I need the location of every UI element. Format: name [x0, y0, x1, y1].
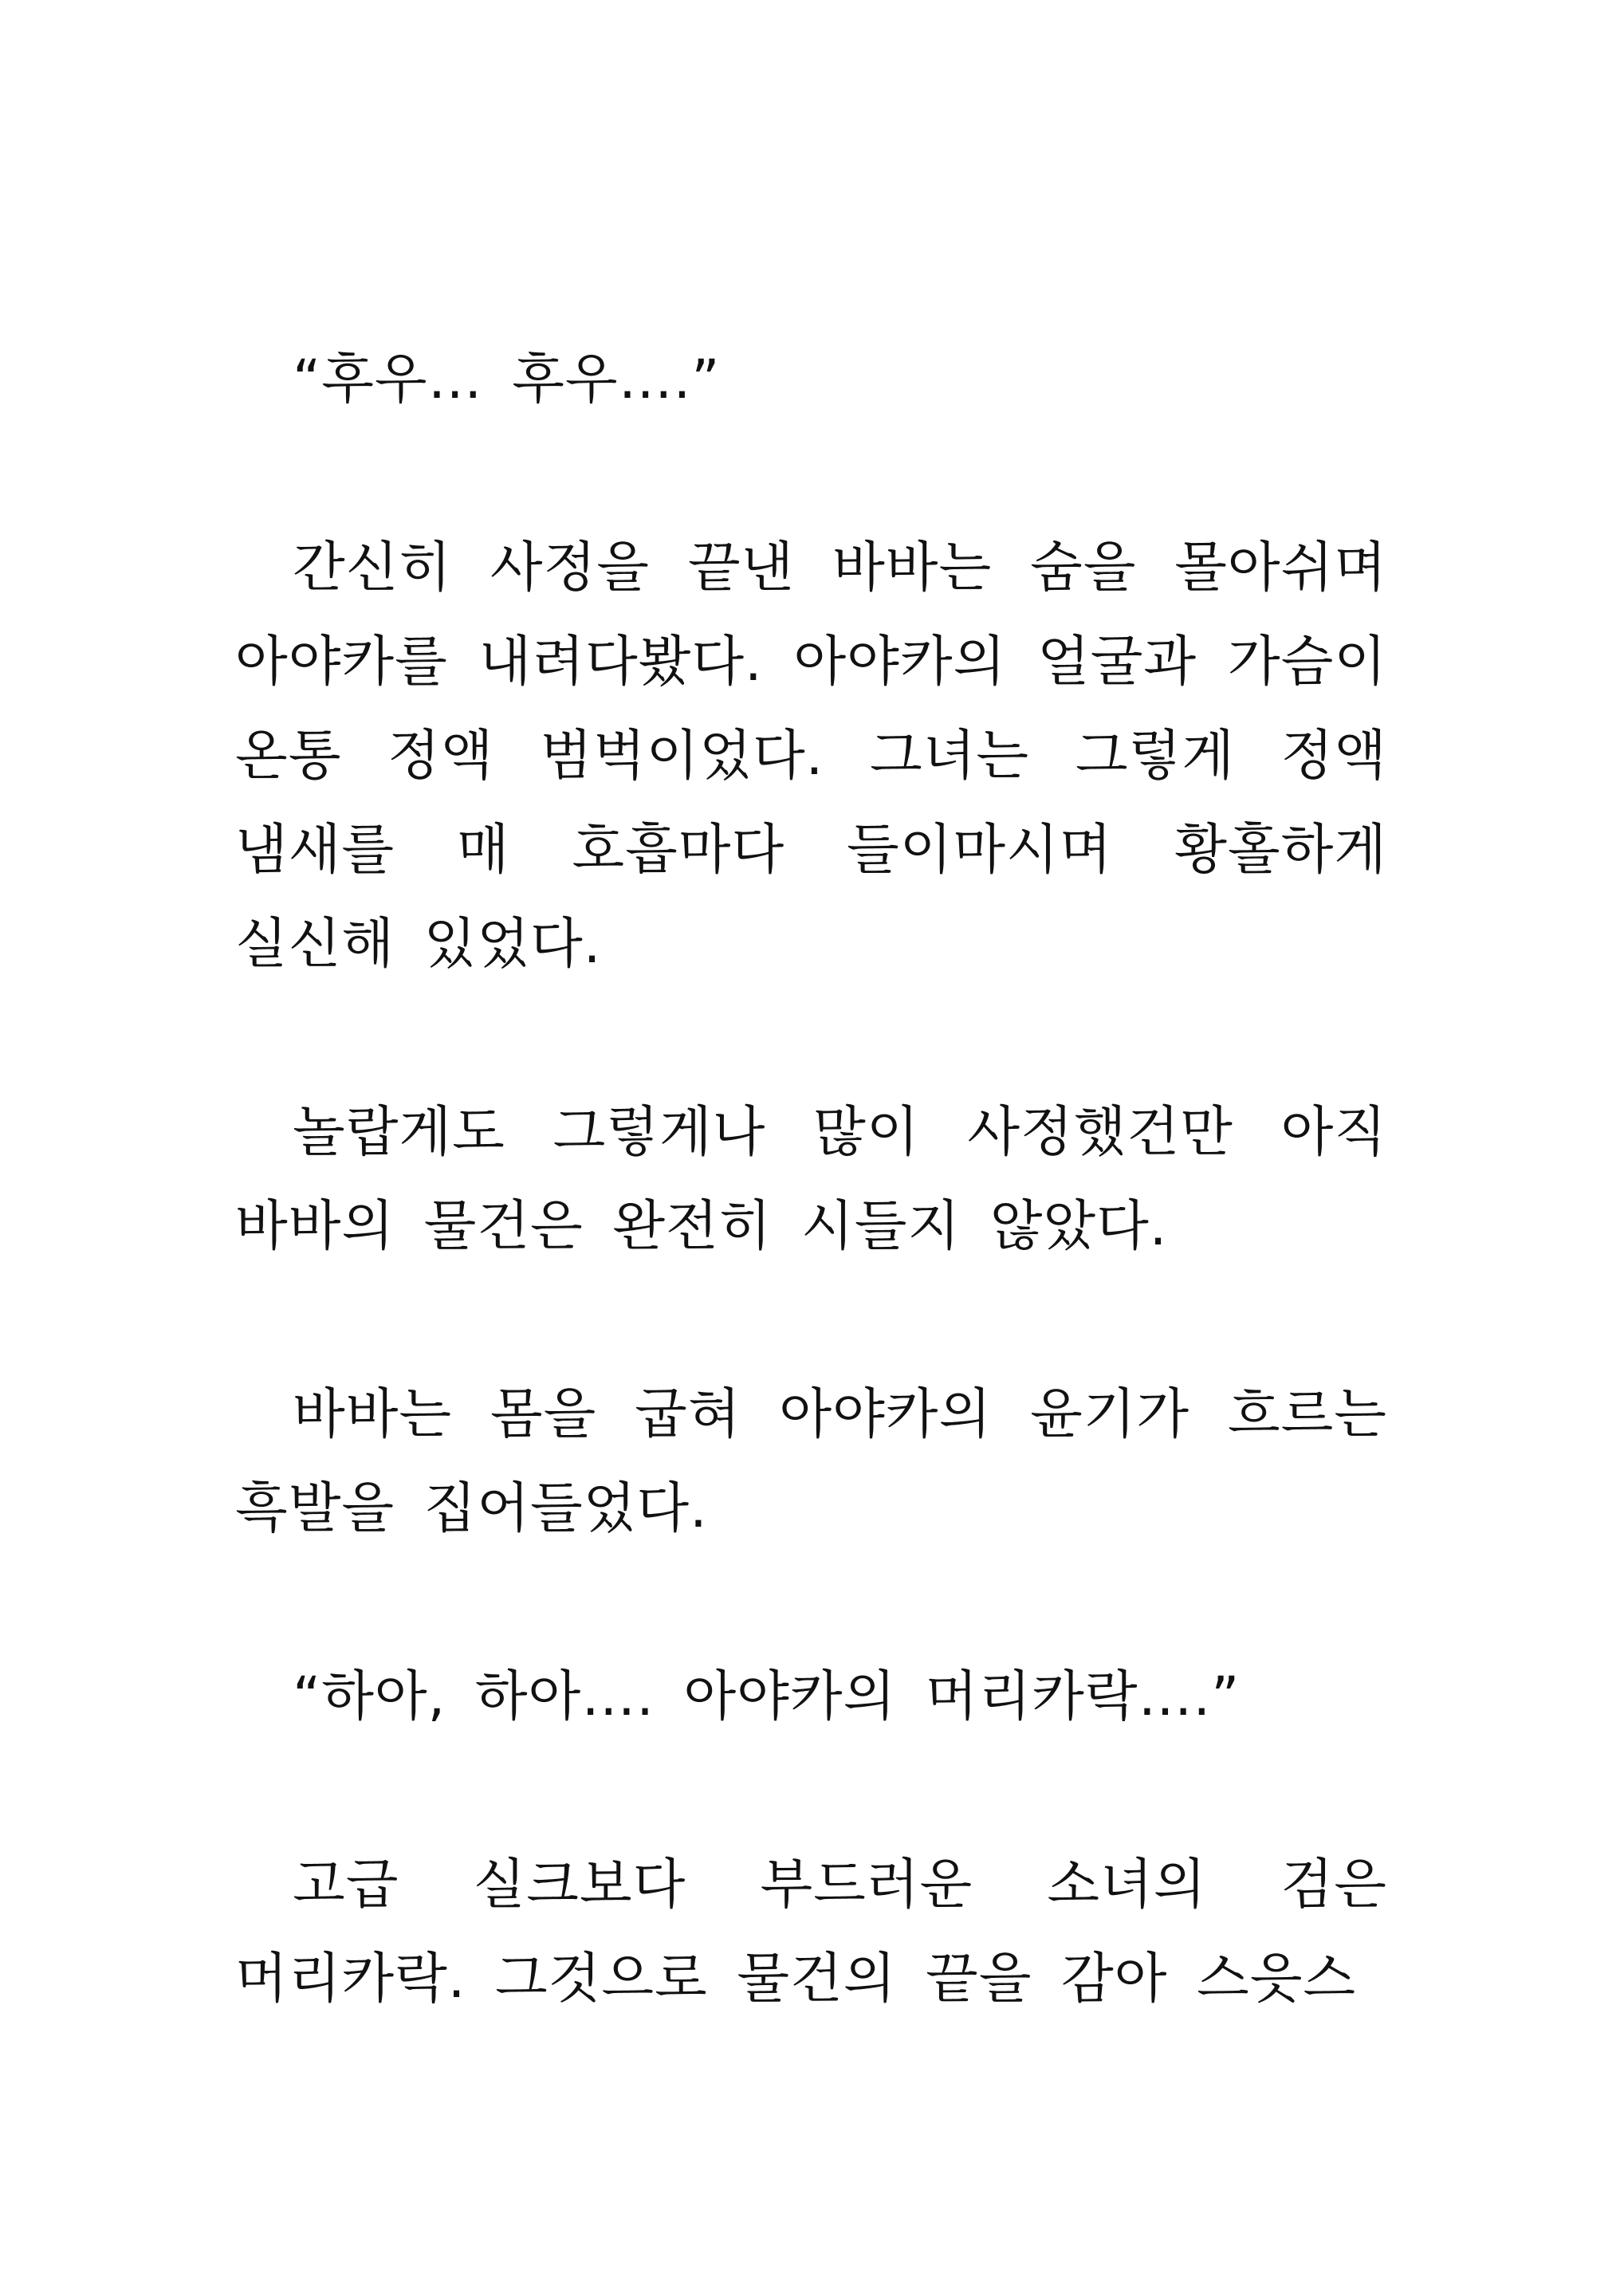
paragraph-2: 간신히 사정을 끝낸 바바는 숨을 몰아쉬며 아야카를 내려다봤다. 아야카의 얼굴과 가슴이 온통 정액 범벅이었다. 그녀는 그렇게 정액 냄새를 매 호흡마다 들이마시며 황홀하게 실신해 있었다.	[235, 537, 1387, 976]
paragraph-3: 놀랍게도 그렇게나 많이 사정했건만 아직 바바의 물건은 완전히 시들지 않았다.	[235, 1101, 1387, 1258]
paragraph-4: 바바는 몸을 굽혀 아야카의 윤기가 흐르는 흑발을 집어들었다.	[235, 1383, 1387, 1540]
body-text	[235, 333, 1387, 2027]
paragraph-6: 고급 실크보다 부드러운 소녀의 검은 머리카락. 그것으로 물건의 끝을 감아 스읏스	[235, 1854, 1387, 2011]
paragraph-dialogue-5: “하아, 하아…. 아야카의 머리카락….”	[293, 1665, 1241, 1728]
paragraph-dialogue-1: “후우… 후우….”	[293, 348, 721, 411]
